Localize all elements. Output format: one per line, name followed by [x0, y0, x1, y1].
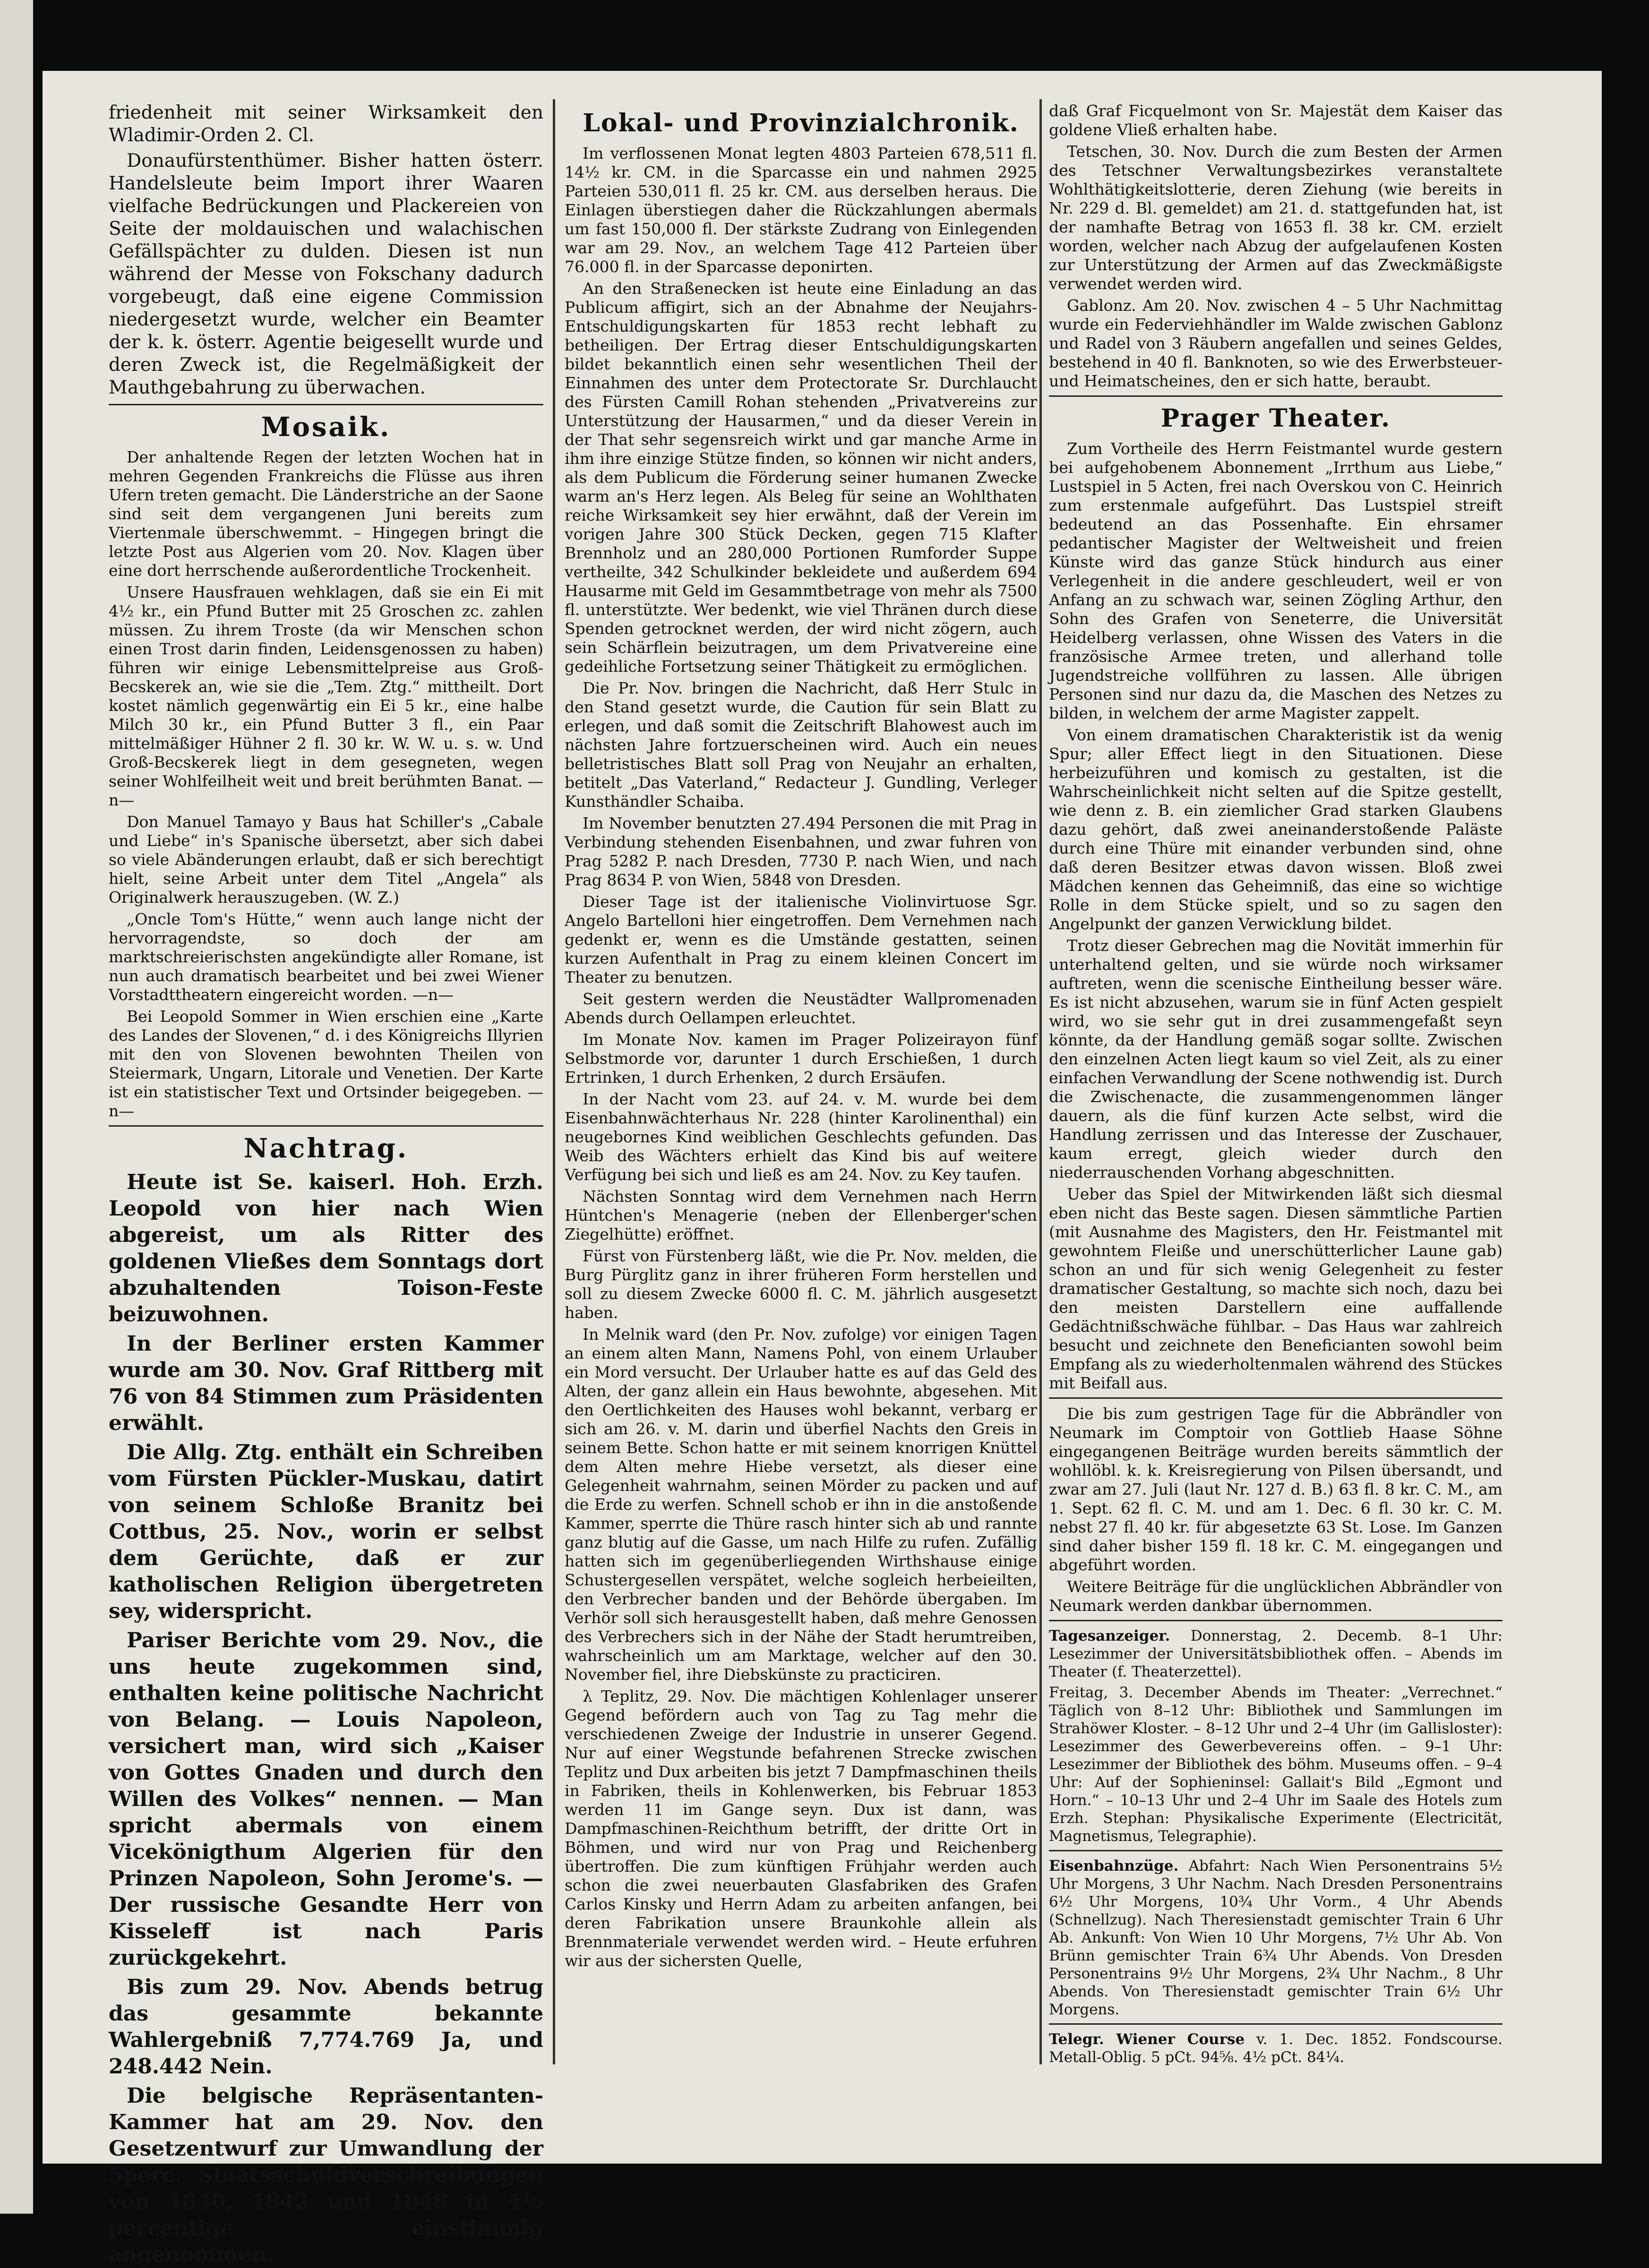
- list-item: Der anhaltende Regen der letzten Wochen hat in mehren Gegenden Frankreichs die Flüsse aus ihren Ufern treten gemacht. Die Länderstriche an der Saone sind seit dem vergangenen Juni bereits zum Viertenmale überschwemmt. – Hingegen bringt die letzte Post aus Algerien vom 20. Nov. Klagen über eine dort herrschende außerordentliche Trockenheit.: [109, 448, 543, 580]
- divider: [1049, 1620, 1503, 1621]
- divider: [1049, 2023, 1503, 2025]
- tagesanzeiger-label: Tagesanzeiger.: [1049, 1627, 1170, 1644]
- list-item: Bis zum 29. Nov. Abends betrug das gesammte bekannte Wahlergebniß 7,774.769 Ja, und 248.442 Nein.: [109, 1975, 543, 2079]
- column-left: [109, 102, 543, 2267]
- section-title-lokal: Lokal- und Provinzialchronik.: [583, 109, 1019, 137]
- divider: [1049, 395, 1503, 397]
- list-item: Gablonz. Am 20. Nov. zwischen 4 – 5 Uhr Nachmittag wurde ein Federviehhändler im Walde zwischen Gablonz und Radel von 3 Räubern angefallen und seines Geldes, bestehend in 40 fl. Banknoten, so wie des Erwerbsteuer- und Heimatscheines, den er sich hatte, beraubt.: [1049, 296, 1503, 390]
- mosaik-list: [109, 448, 543, 1121]
- list-item: Dieser Tage ist der italienische Violinvirtuose Sgr. Angelo Bartelloni hier eingetroffen. Dem Vernehmen nach gedenkt er, wenn es die Umstände gestatten, seinen kurzen Aufenthalt in Prag zu einem kleinen Concert im Theater zu benutzen.: [565, 892, 1037, 986]
- scan-edge: [0, 0, 33, 2214]
- list-item: Tetschen, 30. Nov. Durch die zum Besten der Armen des Tetschner Verwaltungsbezirkes veranstaltete Wohlthätigkeitslotterie, deren Ziehung (wie bereits in Nr. 229 d. Bl. gemeldet) am 21. d. stattgefunden hat, ist der namhafte Betrag von 1653 fl. 38 kr. CM. erzielt worden, welcher nach Abzug der aufgelaufenen Kosten zur Unterstützung der Armen auf das Zweckmäßigste verwendet werden wird.: [1049, 142, 1503, 293]
- list-item: Pariser Berichte vom 29. Nov., die uns heute zugekommen sind, enthalten keine politische Nachricht von Belang. — Louis Napoleon, versichert man, wird sich „Kaiser von Gottes Gnaden und durch den Willen des Volkes“ nennen. — Man spricht abermals von einem Vicekönigthum Algerien für den Prinzen Napoleon, Sohn Jerome's. — Der russische Gesandte Herr von Kisseleff ist nach Paris zurückgekehrt.: [109, 1628, 543, 1970]
- section-title-nachtrag: Nachtrag.: [243, 1133, 409, 1164]
- divider: [109, 404, 543, 405]
- column-middle: [565, 102, 1037, 2062]
- wiener-course: [1049, 2030, 1503, 2066]
- eisenbahn-text: Abfahrt: Nach Wien Personentrains 5½ Uhr Morgens, 3 Uhr Nachm. Nach Dresden Personentrains 6½ Uhr Morgens, 10¾ Uhr Vorm., 4 Uhr Abends (Schnellzug). Nach Theresienstadt gemischter Train 6 Uhr Ab. Ankunft: Von Wien 10 Uhr Morgens, 7½ Uhr Ab. Von Brünn gemischter Train 6¾ Uhr Abends. Von Dresden Personentrains 9½ Uhr Morgens, 2¾ Uhr Nachm., 8 Uhr Abends. Von Theresienstadt gemischter Train 6½ Uhr Morgens.: [1049, 1857, 1503, 2018]
- list-item: Unsere Hausfrauen wehklagen, daß sie ein Ei mit 4½ kr., ein Pfund Butter mit 25 Groschen zc. zahlen müssen. Zu ihrem Troste (da wir Menschen schon einen Trost darin finden, Leidensgenossen zu haben) führen wir einige Lebensmittelpreise aus Groß-Becskerek an, wie sie die „Tem. Ztg.“ mittheilt. Dort kostet nämlich gegenwärtig ein Ei 5 kr., eine halbe Milch 30 kr., ein Pfund Butter 3 fl., ein Paar mittelmäßiger Hühner 2 fl. 30 kr. W. W. u. s. w. Und Groß-Becskerek liegt in dem gesegneten, wegen seiner Wohlfeilheit weit und breit berühmten Banat. —n—: [109, 583, 543, 809]
- list-item: Die Allg. Ztg. enthält ein Schreiben vom Fürsten Pückler-Muskau, datirt von seinem Schloße Branitz bei Cottbus, 25. Nov., worin er selbst dem Gerüchte, daß er zur katholischen Religion übergetreten sey, widerspricht.: [109, 1440, 543, 1623]
- paragraph: Zum Vortheile des Herrn Feistmantel wurde gestern bei aufgehobenem Abonnement „Irrthum aus Liebe,“ Lustspiel in 5 Acten, frei nach Overskou von C. Heinrich zum erstenmale aufgeführt. Das Lustspiel streift bedeutend an das Possenhafte. Ein ehrsamer pedantischer Magister der Weltweisheit und freien Künste wird das ganze Stück hindurch aus einer Verlegenheit in die andere geschleudert, weil er von Anfang an zu schwach war, seinen Zögling Arthur, den Sohn des Grafen von Seneterre, die Universität Heidelberg verlassen, ohne Wissen des Vaters in die französische Armee treten, und allerhand tolle Jugendstreiche vollführen zu lassen. Alle übrigen Personen sind nur dazu da, die Maschen des Netzes zu bilden, in welchem der arme Magister zappelt.: [1049, 439, 1503, 722]
- list-item: Im Monate Nov. kamen im Prager Polizeirayon fünf Selbstmorde vor, darunter 1 durch Erschießen, 1 durch Ertrinken, 1 durch Erhenken, 2 durch Ersäufen.: [565, 1030, 1037, 1087]
- list-item: Die Pr. Nov. bringen die Nachricht, daß Herr Stulc in den Stand gesetzt wurde, die Caution für sein Blatt zu erlegen, und daß somit die Zeitschrift Blahowest auch im nächsten Jahre fortzuerscheinen wird. Auch ein neues belletristisches Blatt soll Prag von Neujahr an erhalten, betitelt „Das Vaterland,“ Redacteur J. Gundling, Verleger Kunsthändler Schaiba.: [565, 679, 1037, 811]
- paragraph: Trotz dieser Gebrechen mag die Novität immerhin für unterhaltend gelten, und sie würde noch wirksamer auftreten, wenn die scenische Eintheilung besser wäre. Es ist nicht abzusehen, warum sie in fünf Acten gespielt wird, wo sie sehr gut in drei zusammengefaßt seyn könnte, da der Handlung gemäß sogar sollte. Zwischen den einzelnen Acten liegt kaum so viel Zeit, als zu einer einfachen Verwandlung der Scene nothwendig ist. Durch die Zwischenacte, die zusammengenommen länger dauern, als die fünf kurzen Acte selbst, wird die Handlung zerrissen und das Interesse der Zuschauer, kaum erregt, gleich wieder durch den niederrauschenden Vorhang abgeschnitten.: [1049, 936, 1503, 1181]
- list-item: Im verflossenen Monat legten 4803 Parteien 678,511 fl. 14½ kr. CM. in die Sparcasse ein und nahmen 2925 Parteien 530,011 fl. 25 kr. CM. aus derselben heraus. Die Einlagen überstiegen daher die Rückzahlungen abermals um fast 150,000 fl. Der stärkste Zudrang von Einlegenden war am 29. Nov., an welchem Tage 412 Parteien über 76.000 fl. in der Sparcasse deponirten.: [565, 144, 1037, 276]
- paragraph: Weitere Beiträge für die unglücklichen Abbrändler von Neumark werden dankbar übernommen.: [1049, 1577, 1503, 1615]
- tagesanzeiger: [1049, 1627, 1503, 1681]
- list-item: Die belgische Repräsentanten-Kammer hat am 29. Nov. den Gesetzentwurf zur Umwandlung der 5perc. Staatsschuldverschreibungen von 1840, 1842 und 1848 in 4½ percentige einstimmig angenommen.: [109, 2084, 543, 2267]
- list-item: Bei Leopold Sommer in Wien erschien eine „Karte des Landes der Slovenen,“ d. i des Königreichs Illyrien mit den von Slovenen bewohnten Theilen von Steiermark, Ungarn, Litorale und Venetien. Der Karte ist ein statistischer Text und Ortsinder beigegeben. —n—: [109, 1007, 543, 1120]
- list-item: An den Straßenecken ist heute eine Einladung an das Publicum affigirt, sich an der Abnahme der Neujahrs-Entschuldigungskarten für 1853 recht lebhaft zu betheiligen. Der Ertrag dieser Entschuldigungskarten bildet bekanntlich einen sehr wesentlichen Theil der Einnahmen des unter dem Protectorate Sr. Durchlaucht des Fürsten Camill Rohan stehenden „Privatvereins zur Unterstützung der Hausarmen,“ und da dieser Verein in der That sehr segensreich wirkt und gar manche Arme in ihm ihre einzige Stütze finden, so können wir nicht anders, als dem Publicum die Förderung seiner humanen Zwecke warm an's Herz legen. Als Beleg für seine an Wohlthaten reiche Wirksamkeit sey hier erwähnt, daß der Verein im vorigen Jahre 300 Stück Decken, gegen 715 Klafter Brennholz und an 280,000 Portionen Rumforder Suppe vertheilte, 342 Schulkinder bekleidete und außerdem 694 Hausarme mit Geld im Gesammtbetrage von mehr als 7500 fl. unterstützte. Wer bedenkt, wie viel Thränen durch diese Spenden getrocknet werden, der wird nicht zögern, auch sein Schärflein beizutragen, um dem Privatvereine eine gedeihliche Fortsetzung seiner Thätigkeit zu ermöglichen.: [565, 279, 1037, 676]
- paragraph: Ueber das Spiel der Mitwirkenden läßt sich diesmal eben nicht das Beste sagen. Diesen sämmtliche Partien (mit Ausnahme des Magisters, den Hr. Feistmantel mit gewohntem Fleiße und unerschütterlicher Laune gab) schon an und für sich wenig Gelegenheit zu fester dramatischer Gestaltung, so machte sich noch, dazu bei den meisten Darstellern eine auffallende Gedächtnißschwäche fühlbar. – Das Haus war zahlreich besucht und zeichnete den Beneficianten sowohl beim Empfang als zu wiederholtenmalen während des Stückes mit Beifall aus.: [1049, 1185, 1503, 1392]
- divider: [1049, 1397, 1503, 1399]
- list-item: In der Nacht vom 23. auf 24. v. M. wurde bei dem Eisenbahnwächterhaus Nr. 228 (hinter Karolinenthal) ein neugebornes Kind weiblichen Geschlechts gefunden. Das Weib des Wächters erhielt das Kind bis auf weitere Verfügung bei sich und ließ es am 24. Nov. zu Key taufen.: [565, 1090, 1037, 1184]
- paragraph: daß Graf Ficquelmont von Sr. Majestät dem Kaiser das goldene Vließ erhalten habe.: [1049, 102, 1503, 139]
- paragraph: Die bis zum gestrigen Tage für die Abbrändler von Neumark im Comptoir von Gottlieb Haase Söhne eingegangenen Beiträge wurden bereits sämmtlich der wohllöbl. k. k. Kreisregierung von Pilsen übersandt, und zwar am 27. Juli (laut Nr. 127 d. B.) 63 fl. 8 kr. C. M., am 1. Sept. 62 fl. C. M. und am 1. Dec. 6 fl. 30 kr. C. M. nebst 27 fl. 40 kr. für abgesetzte 63 St. Lose. Im Ganzen sind daher bisher 159 fl. 18 kr. C. M. eingegangen und abgeführt worden.: [1049, 1404, 1503, 1574]
- section-title-mosaik: Mosaik.: [261, 411, 391, 443]
- eisenbahn-label: Eisenbahnzüge.: [1049, 1857, 1179, 1874]
- tagesanzeiger-freitag: Freitag, 3. December Abends im Theater: „Verrechnet.“ Täglich von 8–12 Uhr: Bibliothek und Sammlungen im Strahöwer Kloster. – 8–12 Uhr und 2–4 Uhr (im Gallisloster): Lesezimmer des Gewerbevereins offen. – 9–1 Uhr: Lesezimmer der Bibliothek des böhm. Museums offen. – 9–4 Uhr: Auf der Sophieninsel: Gallait's Bild „Egmont und Horn.“ – 10–13 Uhr und 2–4 Uhr im Saale des Hotels zum Erzh. Stephan: Physikalische Experimente (Electricität, Magnetismus, Telegraphie).: [1049, 1684, 1503, 1845]
- list-item: Seit gestern werden die Neustädter Wallpromenaden Abends durch Oellampen erleuchtet.: [565, 990, 1037, 1027]
- tagesanzeiger-text: Donnerstag, 2. Decemb. 8–1 Uhr: Lesezimmer der Universitätsbibliothek offen. – Abends im Theater (f. Theaterzettel).: [1049, 1627, 1503, 1680]
- list-item: „Oncle Tom's Hütte,“ wenn auch lange nicht der hervorragendste, so doch der am marktschreierischsten angekündigte aller Romane, ist nun auch dramatisch bearbeitet und bei zwei Wiener Vorstadttheatern eingereicht worden. —n—: [109, 910, 543, 1004]
- column-rule: [1039, 99, 1042, 2064]
- column-rule: [553, 99, 555, 2064]
- list-item: In der Berliner ersten Kammer wurde am 30. Nov. Graf Rittberg mit 76 von 84 Stimmen zum Präsidenten erwählt.: [109, 1332, 543, 1435]
- paragraph: friedenheit mit seiner Wirksamkeit den Wladimir-Orden 2. Cl.: [109, 102, 543, 146]
- list-item: Nächsten Sonntag wird dem Vernehmen nach Herrn Hüntchen's Menagerie (neben der Ellenberger'schen Ziegelhütte) eröffnet.: [565, 1187, 1037, 1243]
- list-item: Fürst von Fürstenberg läßt, wie die Pr. Nov. melden, die Burg Pürglitz ganz in ihrer früheren Form herstellen und soll zu diesem Zwecke 6000 fl. C. M. jährlich ausgesetzt haben.: [565, 1247, 1037, 1322]
- paragraph: Von einem dramatischen Charakteristik ist da wenig Spur; aller Effect liegt in den Situationen. Diese herbeizuführen und komisch zu gestalten, ist die Wahrscheinlichkeit nicht selten auf die Spitze gestellt, wie denn z. B. ein ziemlicher Grad starken Glaubens dazu gehört, daß zwei aneinanderstoßende Paläste durch eine Thüre mit einander verbunden sind, ohne daß deren Besitzer etwas davon wissen. Bloß zwei Mädchen kennen das Geheimniß, das eine so wichtige Rolle in dem Stücke spielt, und so zu sagen den Angelpunkt der ganzen Verwicklung bildet.: [1049, 726, 1503, 933]
- list-item: Im November benutzten 27.494 Personen die mit Prag in Verbindung stehenden Eisenbahnen, und zwar fuhren von Prag 5282 P. nach Dresden, 7730 P. nach Wien, und nach Prag 8634 P. von Wien, 5848 von Dresden.: [565, 814, 1037, 889]
- list-item: Heute ist Se. kaiserl. Hoh. Erzh. Leopold von hier nach Wien abgereist, um als Ritter des goldenen Vließes dem Sonntags dort abzuhaltenden Toison-Feste beizuwohnen.: [109, 1170, 543, 1327]
- nachtrag-list: [109, 1169, 543, 2268]
- section-title-theater: Prager Theater.: [1160, 404, 1391, 433]
- divider: [109, 1125, 543, 1127]
- wiener-course-label: Telegr. Wiener Course: [1049, 2031, 1245, 2048]
- eisenbahnzuege: [1049, 1857, 1503, 2019]
- list-item: λ Teplitz, 29. Nov. Die mächtigen Kohlenlager unserer Gegend befördern auch von Tag zu Tag mehr die verschiedenen Zweige der Industrie in unserer Gegend. Nur auf einer Wegstunde befahrenen Strecke zwischen Teplitz und Dux arbeiten bis jetzt 7 Dampfmaschinen theils in Fabriken, theils in Kohlenwerken, bis Februar 1853 werden 11 im Gange seyn. Dux ist dann, was Dampfmaschinen-Reichthum betrifft, der dritte Ort in Böhmen, und wird nur von Prag und Reichenberg übertroffen. Die zum künftigen Frühjahr werden auch schon die zwei neuerbauten Glasfabriken des Grafen Carlos Kinsky und Herrn Adam zu arbeiten anfangen, bei deren Fabrikation unsere Braunkohle allein als Brennmateriale verwendet werden wird. – Heute erfuhren wir aus der sichersten Quelle,: [565, 1687, 1037, 1970]
- column-right: [1049, 102, 1503, 2066]
- paragraph-donau: Donaufürstenthümer. Bisher hatten österr. Handelsleute beim Import ihrer Waaren vielfache Bedrückungen und Plackereien von Seite der moldauischen und walachischen Gefällspächter zu dulden. Diesen ist nun während der Messe von Fokschany dadurch vorgebeugt, daß eine eigene Commission niedergesetzt wurde, welcher ein Beamter der k. k. österr. Agentie beigesellt wurde und deren Zweck ist, die Regelmäßigkeit der Mauthgebahrung zu überwachen.: [109, 150, 543, 398]
- divider: [1049, 1850, 1503, 1851]
- wiener-course-text: v. 1. Dec. 1852. Fondscourse. Metall-Oblig. 5 pCt. 94⅝. 4½ pCt. 84¼.: [1049, 2031, 1503, 2066]
- list-item: Don Manuel Tamayo y Baus hat Schiller's „Cabale und Liebe“ in's Spanische übersetzt, aber sich dabei so viele Abänderungen erlaubt, daß er sich berechtigt hielt, seine Arbeit unter dem Titel „Angela“ als Originalwerk herauszugeben. (W. Z.): [109, 813, 543, 907]
- list-item: In Melnik ward (den Pr. Nov. zufolge) vor einigen Tagen an einem alten Mann, Namens Pohl, von einem Urlauber ein Mord versucht. Der Urlauber hatte es auf das Geld des Alten, der ganz allein ein Haus bewohnte, abgesehen. Mit den Oertlichkeiten des Hauses wohl bekannt, verbarg er sich am 26. v. M. darin und überfiel Nachts den Greis in seinem Bette. Schon hatte er mit seinem knorrigen Knüttel dem Alten mehre Hiebe versetzt, als dieser eine Gelegenheit wahrnahm, seinen Mörder zu packen und auf die Erde zu werfen. Schnell schob er ihn in die anstoßende Kammer, sperrte die Thüre rasch hinter sich ab und rannte ganz blutig auf die Gasse, um nach Hilfe zu rufen. Zufällig hatten sich im gegenüberliegenden Wirthshause einige Schustergesellen verspätet, welche sogleich herbeieilten, den Verbrecher banden und der Behörde übergaben. Im Verhör soll sich herausgestellt haben, daß mehre Genossen des Verbrechers sich in der Nähe der Stadt herumtreiben, wahrscheinlich um am Marktage, welcher auf den 30. November fiel, ihre Diebskünste zu practiciren.: [565, 1325, 1037, 1684]
